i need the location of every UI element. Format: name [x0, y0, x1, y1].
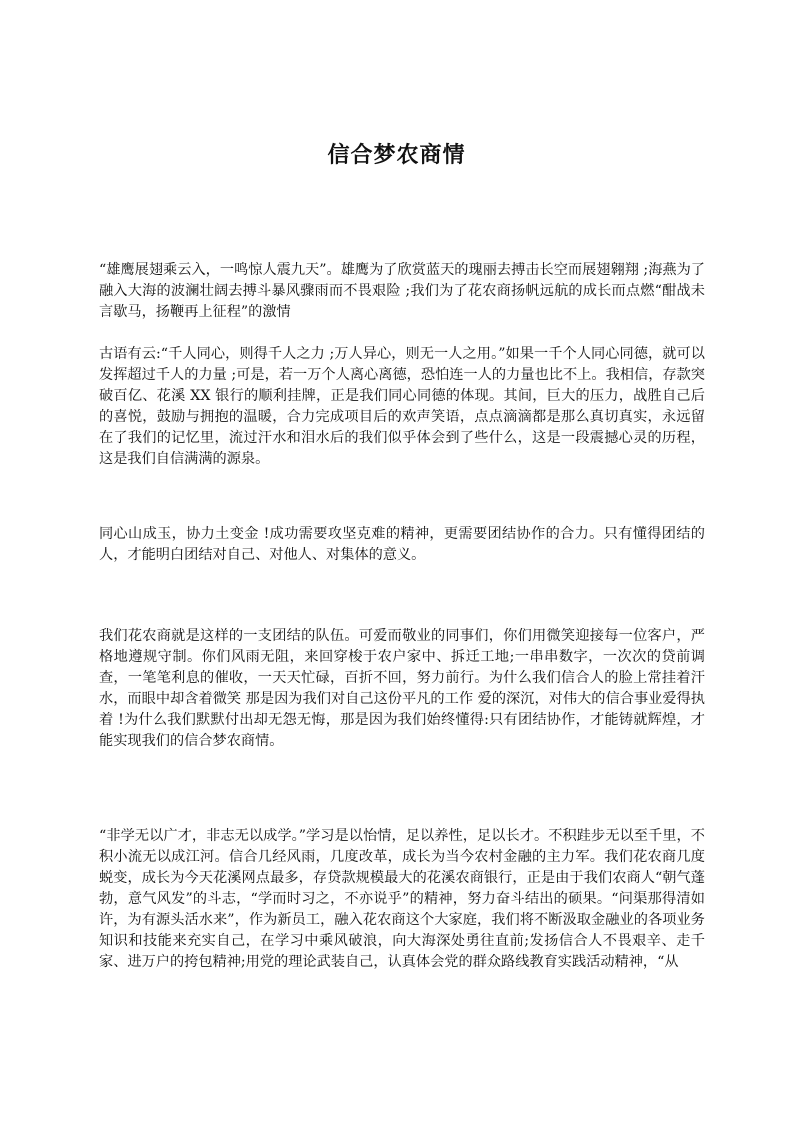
document-title: 信合梦农商情 [327, 142, 466, 168]
paragraph-4: 我们花农商就是这样的一支团结的队伍。可爱而敬业的同事们，你们用微笑迎接每一位客户，严格地遵规守制。你们风雨无阻，来回穿梭于农户家中、拆迁工地;一串串数字，一次次的贷前调查，一笔笔利息的催收，一天天忙碌，百折不回，努力前行。为什么我们信合人的脸上常挂着汗水，而眼中却含着微笑 那是因为我们对自己这份平凡的工作 爱的深沉，对伟大的信合事业爱得执着 !为什么我们默默付出却无怨无悔，那是因为我们始终懂得:只有团结协作，才能铸就辉煌，才能实现我们的信合梦农商情。 [99, 628, 705, 749]
paragraph-3: 同心山成玉，协力土变金 !成功需要攻坚克难的精神，更需要团结协作的合力。只有懂得团结的人，才能明白团结对自己、对他人、对集体的意义。 [99, 526, 705, 563]
paragraph-1: “雄鹰展翅乘云入，一鸣惊人震九天”。雄鹰为了欣赏蓝天的瑰丽去搏击长空而展翅翱翔 ;海燕为了融入大海的波澜壮阔去搏斗暴风骤雨而不畏艰险 ;我们为了花农商扬帆远航的成长而点燃“酣战未言歇马，扬鞭再上征程”的激情 [99, 262, 705, 320]
paragraph-2: 古语有云:“千人同心，则得千人之力 ;万人异心，则无一人之用。”如果一千个人同心同德，就可以发挥超过千人的力量 ;可是，若一万个人离心离德，恐怕连一人的力量也比不上。我相信，存款突破百亿、花溪 XX 银行的顺利挂牌，正是我们同心同德的体现。其间，巨大的压力，战胜自己后的喜悦，鼓励与拥抱的温暖，合力完成项目后的欢声笑语，点点滴滴都是那么真切真实，永远留在了我们的记忆里，流过汗水和泪水后的我们似乎体会到了些什么，这是一段震撼心灵的历程，这是我们自信满满的源泉。 [99, 346, 705, 467]
paragraph-5: “非学无以广才，非志无以成学。”学习是以怡情，足以养性，足以长才。不积跬步无以至千里，不积小流无以成江河。信合几经风雨，几度改革，成长为当今农村金融的主力军。我们花农商几度蜕变，成长为今天花溪网点最多，存贷款规模最大的花溪农商银行，正是由于我们农商人“朝气蓬勃，意气风发”的斗志，“学而时习之，不亦说乎”的精神，努力奋斗结出的硕果。“问渠那得清如许，为有源头活水来”，作为新员工，融入花农商这个大家庭，我们将不断汲取金融业的各项业务知识和技能来充实自己，在学习中乘风破浪，向大海深处勇往直前;发扬信合人不畏艰辛、走千家、进万户的挎包精神;用党的理论武装自己，认真体会党的群众路线教育实践活动精神，“从 [99, 828, 705, 970]
